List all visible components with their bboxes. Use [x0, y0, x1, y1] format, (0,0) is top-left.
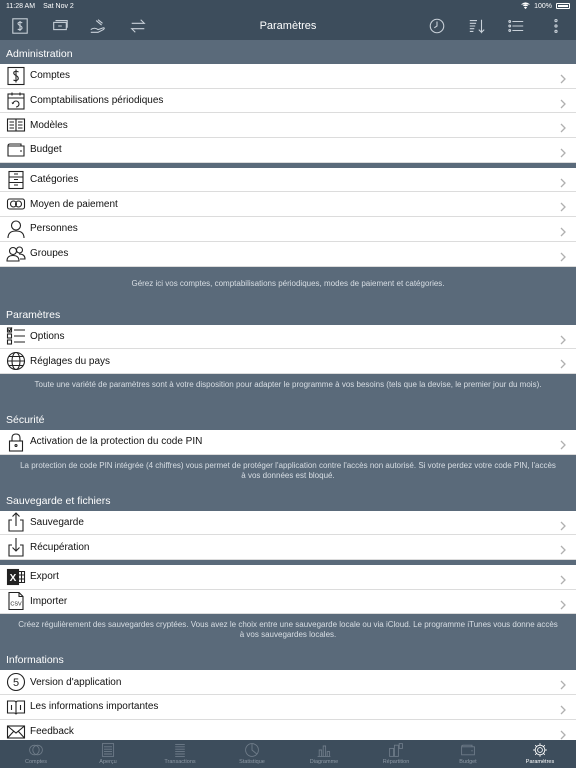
- nav-bar: [0, 12, 576, 40]
- section-header-sauvegarde: Sauvegarde et fichiers: [6, 494, 111, 507]
- excel-icon: [5, 567, 27, 587]
- group-icon: [5, 244, 27, 264]
- row-importer[interactable]: [0, 590, 576, 615]
- row-comptes[interactable]: [0, 64, 576, 89]
- row-label: Comptabilisations périodiques: [30, 95, 164, 107]
- cabinet-icon: [5, 170, 27, 190]
- row-recuperation[interactable]: [0, 535, 576, 560]
- tab-transactions[interactable]: Transactions: [144, 740, 216, 768]
- row-sauvegarde[interactable]: [0, 511, 576, 536]
- row-moyen-de-paiement[interactable]: [0, 192, 576, 217]
- chevron-right-icon: [558, 597, 568, 607]
- row-label: Modèles: [30, 119, 68, 131]
- tab-budget[interactable]: Budget: [432, 740, 504, 768]
- section-header-informations: Informations: [6, 654, 64, 667]
- csv-file-icon: [5, 591, 27, 611]
- distribution-icon: [388, 742, 404, 758]
- cash-icon[interactable]: [50, 16, 70, 36]
- person-icon: [5, 219, 27, 239]
- chevron-right-icon: [558, 437, 568, 447]
- row-options[interactable]: [0, 325, 576, 350]
- coins-icon: [28, 742, 44, 758]
- row-label: Options: [30, 330, 65, 342]
- sort-icon[interactable]: [467, 16, 487, 36]
- svg-text:CSV: CSV: [10, 601, 22, 608]
- more-vertical-icon[interactable]: [546, 16, 566, 36]
- row-label: Version d'application: [30, 676, 122, 688]
- chevron-right-icon: [558, 727, 568, 737]
- section-header-parametres: Paramètres: [6, 308, 61, 321]
- row-label: Moyen de paiement: [30, 198, 118, 210]
- wallet-icon: [5, 140, 27, 160]
- wifi-icon: [521, 2, 530, 11]
- tab-bar: [0, 740, 576, 768]
- payment-card-icon: [5, 194, 27, 214]
- dollar-icon[interactable]: [10, 16, 30, 36]
- page-title: Paramètres: [259, 20, 317, 32]
- row-label: Groupes: [30, 248, 69, 260]
- admin-note: Gérez ici vos comptes, comptabilisations périodiques, modes de paiement et catégories.: [131, 278, 445, 288]
- tab-diagramme[interactable]: Diagramme: [288, 740, 360, 768]
- row-budget[interactable]: [0, 138, 576, 163]
- upload-icon: [5, 512, 27, 532]
- gear-icon: [532, 742, 548, 758]
- chevron-right-icon: [558, 71, 568, 81]
- backup-note: Créez régulièrement des sauvegardes cryptées. Vous avez le choix entre une sauvegarde locale ou via iCloud. Le programme iTunes vous donne accès à vos sauvegardes locales.: [18, 620, 558, 640]
- status-bar: [0, 0, 576, 12]
- row-informations-importantes[interactable]: [0, 695, 576, 720]
- row-version[interactable]: [0, 670, 576, 695]
- tab-parametres[interactable]: Paramètres: [504, 740, 576, 768]
- row-reglages-du-pays[interactable]: [0, 349, 576, 374]
- transactions-icon: [172, 742, 188, 758]
- chevron-right-icon: [558, 96, 568, 106]
- svg-text:X: X: [9, 572, 17, 584]
- chevron-right-icon: [558, 199, 568, 209]
- row-groupes[interactable]: [0, 242, 576, 267]
- row-label: Export: [30, 571, 59, 583]
- row-label: Sauvegarde: [30, 516, 84, 528]
- chevron-right-icon: [558, 175, 568, 185]
- chevron-right-icon: [558, 542, 568, 552]
- download-icon: [5, 537, 27, 557]
- chevron-right-icon: [558, 572, 568, 582]
- row-export[interactable]: [0, 565, 576, 590]
- row-modeles[interactable]: [0, 113, 576, 138]
- calendar-repeat-icon: [5, 91, 27, 111]
- row-label: Activation de la protection du code PIN: [30, 436, 203, 448]
- tab-repartition[interactable]: Répartition: [360, 740, 432, 768]
- section-header-securite: Sécurité: [6, 413, 45, 426]
- lock-icon: [5, 432, 27, 452]
- row-comptabilisations-periodiques[interactable]: [0, 89, 576, 114]
- tab-apercu[interactable]: Aperçu: [72, 740, 144, 768]
- globe-icon: [5, 351, 27, 371]
- row-label: Les informations importantes: [30, 701, 159, 713]
- tab-comptes[interactable]: Comptes: [0, 740, 72, 768]
- section-header-administration: Administration: [6, 48, 73, 60]
- bar-chart-icon: [316, 742, 332, 758]
- chevron-right-icon: [558, 120, 568, 130]
- battery-icon: [556, 3, 570, 9]
- statistics-icon: [244, 742, 260, 758]
- status-time: 11:28 AM: [6, 2, 36, 10]
- row-feedback[interactable]: [0, 720, 576, 740]
- chevron-right-icon: [558, 332, 568, 342]
- row-label: Catégories: [30, 174, 79, 186]
- chevron-right-icon: [558, 356, 568, 366]
- row-label: Réglages du pays: [30, 355, 111, 367]
- row-label: Budget: [30, 144, 62, 156]
- list-icon[interactable]: [506, 16, 526, 36]
- row-label: Importer: [30, 595, 68, 607]
- status-date: Sat Nov 2: [43, 2, 74, 10]
- row-label: Récupération: [30, 541, 90, 553]
- checklist-icon: [5, 326, 27, 346]
- dollar-icon: [5, 66, 27, 86]
- transfer-icon[interactable]: [128, 16, 148, 36]
- settings-list[interactable]: [0, 40, 576, 740]
- chevron-right-icon: [558, 145, 568, 155]
- chevron-right-icon: [558, 518, 568, 528]
- params-note: Toute une variété de paramètres sont à votre disposition pour adapter le programme à vos besoins (tels que la devise, le premier jour du mois).: [34, 379, 542, 389]
- row-code-pin[interactable]: [0, 430, 576, 455]
- row-label: Comptes: [30, 70, 71, 82]
- chevron-right-icon: [558, 702, 568, 712]
- wallet-icon: [460, 742, 476, 758]
- row-personnes[interactable]: [0, 217, 576, 242]
- book-info-icon: [5, 697, 27, 717]
- hand-money-icon[interactable]: [88, 16, 108, 36]
- chevron-right-icon: [558, 249, 568, 259]
- svg-text:5: 5: [12, 677, 20, 690]
- row-label: Feedback: [30, 726, 74, 738]
- battery-percent: 100%: [534, 2, 552, 10]
- row-label: Personnes: [30, 223, 78, 235]
- envelope-icon: [5, 722, 27, 740]
- overview-icon: [100, 742, 116, 758]
- tab-statistique[interactable]: Statistique: [216, 740, 288, 768]
- chevron-right-icon: [558, 224, 568, 234]
- row-categories[interactable]: [0, 168, 576, 193]
- version-icon: [5, 672, 27, 692]
- template-icon: [5, 115, 27, 135]
- clock-icon[interactable]: [427, 16, 447, 36]
- security-note: La protection de code PIN intégrée (4 chiffres) vous permet de protéger l'application contre l'accès non autorisé. Si votre perdez votre code PIN, l'accès à vos données est bloqué.: [20, 460, 556, 480]
- chevron-right-icon: [558, 677, 568, 687]
